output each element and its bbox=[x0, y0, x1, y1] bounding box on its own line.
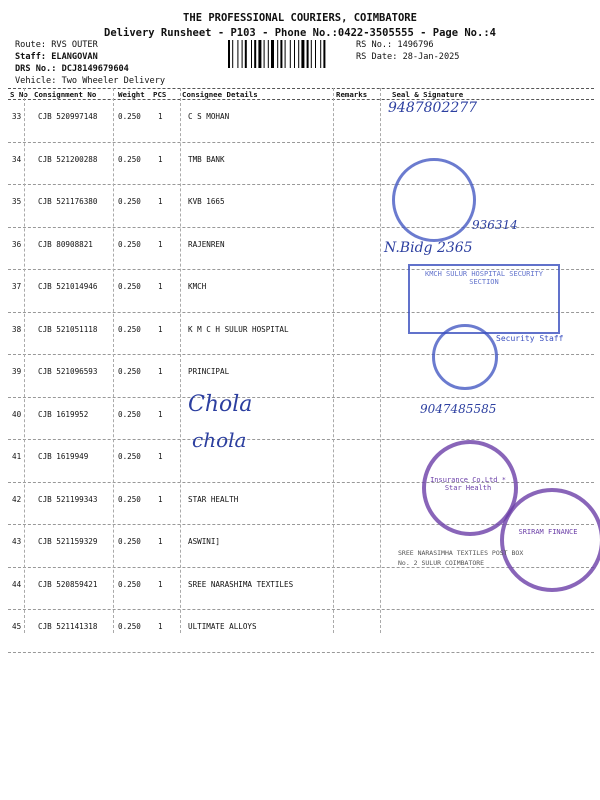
drs-value: DCJ8149679604 bbox=[61, 64, 129, 74]
col-consignment: Consignment No bbox=[34, 90, 97, 99]
cell-consignee: ULTIMATE ALLOYS bbox=[188, 622, 257, 631]
table-row bbox=[8, 355, 594, 398]
table-row bbox=[8, 143, 594, 186]
barcode-bar bbox=[277, 40, 278, 68]
cell-pcs: 1 bbox=[158, 112, 163, 121]
barcode-bar bbox=[311, 40, 312, 68]
cell-consignee: SREE NARASHIMA TEXTILES bbox=[188, 579, 294, 589]
barcode-bar bbox=[298, 40, 299, 68]
barcode-bar bbox=[254, 40, 256, 68]
cell-consignment: CJB 521200288 bbox=[38, 154, 98, 164]
cell-pcs: 1 bbox=[158, 579, 163, 589]
handwritten-chola: chola bbox=[192, 428, 247, 452]
cell-pcs: 1 bbox=[158, 622, 163, 631]
table-header bbox=[8, 88, 594, 100]
handwritten-phone: 9487802277 bbox=[388, 100, 478, 116]
kmch-stamp-text: KMCH SULUR HOSPITAL SECURITY SECTION bbox=[424, 270, 543, 286]
staff-label: Staff: ELANGOVAN bbox=[15, 52, 98, 62]
barcode-bar bbox=[232, 40, 233, 68]
barcode-bar bbox=[228, 40, 230, 68]
cell-consignee: K M C H SULUR HOSPITAL bbox=[188, 324, 289, 334]
cell-pcs: 1 bbox=[158, 537, 163, 546]
drs-label: DRS No.: bbox=[15, 64, 57, 74]
col-consignee: Consignee Details bbox=[182, 90, 258, 99]
cell-consignment: CJB 1619952 bbox=[38, 409, 89, 419]
cell-consignee: ASWINI] bbox=[188, 537, 221, 546]
cell-pcs: 1 bbox=[158, 409, 163, 419]
cell-consignment: CJB 520997148 bbox=[38, 112, 98, 121]
column-divider bbox=[180, 88, 181, 633]
cell-consignee: C S MOHAN bbox=[188, 112, 230, 121]
cell-sno: 38 bbox=[12, 324, 22, 334]
cell-sno: 33 bbox=[12, 112, 22, 121]
principal-seal bbox=[432, 324, 498, 390]
barcode-bar bbox=[285, 40, 286, 68]
cell-consignment: CJB 520859421 bbox=[38, 579, 98, 589]
column-divider bbox=[380, 88, 381, 633]
barcode-bar bbox=[315, 40, 316, 68]
cell-weight: 0.250 bbox=[118, 367, 141, 376]
col-pcs: PCS bbox=[153, 90, 167, 99]
handwritten-number: 936314 bbox=[472, 218, 518, 232]
cell-weight: 0.250 bbox=[118, 324, 141, 334]
cell-sno: 42 bbox=[12, 494, 22, 504]
barcode-bar bbox=[307, 40, 309, 68]
barcode-bar bbox=[294, 40, 295, 68]
barcode-bar bbox=[280, 40, 282, 68]
barcode-bar bbox=[323, 40, 325, 68]
cell-consignment: CJB 521096593 bbox=[38, 367, 98, 376]
cell-weight: 0.250 bbox=[118, 579, 141, 589]
col-seal: Seal & Signature bbox=[392, 90, 464, 99]
cell-weight: 0.250 bbox=[118, 409, 141, 419]
cell-consignment: CJB 80908821 bbox=[38, 239, 93, 249]
barcode-image bbox=[228, 40, 350, 68]
cell-consignment: CJB 521014946 bbox=[38, 282, 98, 291]
cell-pcs: 1 bbox=[158, 197, 163, 206]
company-name: THE PROFESSIONAL COURIERS, COIMBATORE bbox=[183, 12, 417, 24]
cell-sno: 43 bbox=[12, 537, 22, 546]
col-sno: S No bbox=[10, 90, 28, 99]
narasimha-stamp: SREE NARASIMHA TEXTILES POST BOX No. 2 SULUR COIMBATORE bbox=[398, 549, 524, 567]
cell-consignee: RAJENREN bbox=[188, 239, 225, 249]
barcode-bar bbox=[301, 40, 304, 68]
star-health-seal-text: Insurance Co.Ltd * Star Health bbox=[430, 476, 506, 492]
cell-sno: 45 bbox=[12, 622, 22, 631]
sriram-finance-seal-text: SRIRAM FINANCE bbox=[518, 528, 578, 536]
cell-consignment: CJB 521051118 bbox=[38, 324, 98, 334]
vehicle-label: Vehicle: Two Wheeler Delivery bbox=[15, 76, 166, 86]
handwritten-phone: 9047485585 bbox=[420, 402, 497, 416]
table-row bbox=[8, 568, 594, 611]
cell-weight: 0.250 bbox=[118, 622, 141, 631]
cell-consignment: CJB 521176380 bbox=[38, 197, 98, 206]
barcode-bar bbox=[264, 40, 265, 68]
cell-weight: 0.250 bbox=[118, 452, 141, 461]
route-label: Route: RVS OUTER bbox=[15, 40, 98, 50]
cell-sno: 39 bbox=[12, 367, 22, 376]
barcode-bar bbox=[251, 40, 252, 68]
cell-sno: 40 bbox=[12, 409, 22, 419]
cell-sno: 34 bbox=[12, 154, 22, 164]
cell-sno: 41 bbox=[12, 452, 22, 461]
barcode-bar bbox=[245, 40, 247, 68]
column-divider bbox=[113, 88, 114, 633]
cell-consignee: PRINCIPAL bbox=[188, 367, 230, 376]
cell-pcs: 1 bbox=[158, 367, 163, 376]
bank-seal bbox=[392, 158, 476, 242]
cell-pcs: 1 bbox=[158, 452, 163, 461]
col-remarks: Remarks bbox=[336, 90, 368, 99]
table-row bbox=[8, 610, 594, 653]
cell-pcs: 1 bbox=[158, 324, 163, 334]
cell-pcs: 1 bbox=[158, 494, 163, 504]
handwritten-number: N.Bidg 2365 bbox=[384, 240, 473, 256]
table-row bbox=[8, 100, 594, 143]
cell-sno: 35 bbox=[12, 197, 22, 206]
sriram-finance-seal bbox=[500, 488, 600, 592]
rs-number: RS No.: 1496796 bbox=[356, 40, 434, 50]
barcode-bar bbox=[320, 40, 321, 68]
runsheet-subtitle: Delivery Runsheet - P103 - Phone No.:0422-3505555 - Page No.:4 bbox=[104, 27, 496, 39]
handwritten-chola: Chola bbox=[188, 392, 253, 417]
barcode-bar bbox=[242, 40, 243, 68]
barcode-bar bbox=[271, 40, 274, 68]
rs-date: RS Date: 28-Jan-2025 bbox=[356, 52, 460, 62]
cell-consignment: CJB 521159329 bbox=[38, 537, 98, 546]
cell-weight: 0.250 bbox=[118, 282, 141, 291]
cell-sno: 37 bbox=[12, 282, 22, 291]
cell-consignment: CJB 1619949 bbox=[38, 452, 89, 461]
cell-pcs: 1 bbox=[158, 154, 163, 164]
barcode-bar bbox=[237, 40, 238, 68]
barcode-bar bbox=[258, 40, 261, 68]
cell-weight: 0.250 bbox=[118, 197, 141, 206]
cell-sno: 44 bbox=[12, 579, 22, 589]
column-divider bbox=[333, 88, 334, 633]
barcode-bar bbox=[268, 40, 269, 68]
cell-weight: 0.250 bbox=[118, 494, 141, 504]
table-row bbox=[8, 398, 594, 441]
cell-pcs: 1 bbox=[158, 282, 163, 291]
cell-consignment: CJB 521199343 bbox=[38, 494, 98, 504]
cell-weight: 0.250 bbox=[118, 112, 141, 121]
kmch-security-stamp bbox=[408, 264, 560, 334]
cell-weight: 0.250 bbox=[118, 239, 141, 249]
column-divider bbox=[24, 88, 25, 633]
col-weight: Weight bbox=[118, 90, 145, 99]
cell-consignment: CJB 521141318 bbox=[38, 622, 98, 631]
drs-number bbox=[15, 64, 129, 74]
cell-consignee: STAR HEALTH bbox=[188, 494, 239, 504]
cell-consignee: TMB BANK bbox=[188, 154, 225, 164]
cell-weight: 0.250 bbox=[118, 537, 141, 546]
security-staff-stamp: Security Staff bbox=[496, 334, 564, 343]
cell-sno: 36 bbox=[12, 239, 22, 249]
barcode-bar bbox=[290, 40, 291, 68]
cell-weight: 0.250 bbox=[118, 154, 141, 164]
cell-pcs: 1 bbox=[158, 239, 163, 249]
cell-consignee: KMCH bbox=[188, 282, 207, 291]
cell-consignee: KVB 1665 bbox=[188, 197, 225, 206]
